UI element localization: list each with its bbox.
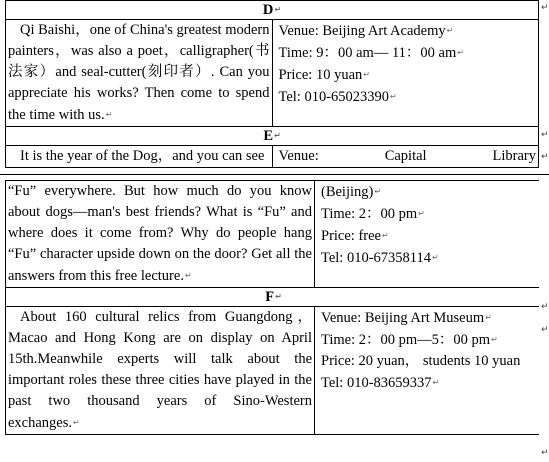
- section-header-row: [6, 1, 539, 20]
- page-break-line: [0, 174, 549, 175]
- row-end-mark: ↵: [541, 3, 549, 13]
- table-segment-bottom: [5, 180, 539, 460]
- event-info-d: [272, 20, 539, 127]
- section-letter-e: E↵: [6, 127, 539, 146]
- event-info-e-part1: [272, 146, 539, 168]
- section-header-row: [6, 288, 540, 307]
- event-description-e-part2: “Fu” everywhere. But how much do you know about dogs—man's best friends? What is “Fu” and where does it come from? Why do people hang “Fu” character upside down on the door? Get all the answers from this free lecture.↵: [6, 181, 315, 288]
- table-row: [6, 146, 539, 168]
- venue-f: Venue: Beijing Art Museum↵: [321, 310, 492, 326]
- venue-e-part2: (Beijing)↵: [321, 184, 382, 200]
- time-d: Time: 9：00 am— 11：00 am↵: [278, 45, 464, 61]
- row-end-mark: ↵: [541, 152, 549, 162]
- section-letter-f: F↵: [6, 288, 540, 307]
- events-table-bottom: [5, 180, 539, 435]
- price-d: Price: 10 yuan↵: [278, 67, 370, 83]
- time-f: Time: 2：00 pm—5：00 pm↵: [321, 332, 498, 348]
- tel-d: Tel: 010-65023390↵: [278, 89, 397, 105]
- price-e: Price: free↵: [321, 228, 389, 244]
- venue-d: Venue: Beijing Art Academy↵: [278, 23, 454, 39]
- event-description-e-part1: It is the year of the Dog，and you can see: [6, 146, 273, 168]
- tel-e: Tel: 010-67358114↵: [321, 250, 439, 266]
- table-row: [6, 307, 540, 435]
- event-info-e-part2: [315, 181, 540, 288]
- row-end-mark: ↵: [541, 302, 549, 312]
- section-header-row: [6, 127, 539, 146]
- event-description-f: About 160 cultural relics from Guangdong，Macao and Hong Kong are on display on April 15th.Meanwhile experts will talk about the important roles these three cities have played in the past two thousand years of Sino-Western exchanges.↵: [6, 307, 315, 435]
- tel-f: Tel: 010-83659337↵: [321, 375, 440, 391]
- section-letter-d: D↵: [6, 1, 539, 20]
- row-end-mark: ↵: [541, 130, 549, 140]
- time-e: Time: 2：00 pm↵: [321, 206, 425, 222]
- row-end-mark: ↵: [541, 325, 549, 335]
- events-table-top: [5, 0, 539, 168]
- table-row: [6, 20, 539, 127]
- row-end-mark: ↵: [541, 448, 549, 458]
- venue-e-part1: Venue: Capital Library: [278, 148, 536, 164]
- event-description-d: Qi Baishi，one of China's greatest modern painters，was also a poet，calligrapher(书法家）and seal-cutter(刻印者）. Can you appreciate his works? Then come to spend the time with us.↵: [6, 20, 273, 127]
- table-row: [6, 181, 540, 288]
- table-segment-top: [5, 0, 539, 171]
- event-info-f: [315, 307, 540, 435]
- price-f: Price: 20 yuan， students 10 yuan: [321, 353, 521, 369]
